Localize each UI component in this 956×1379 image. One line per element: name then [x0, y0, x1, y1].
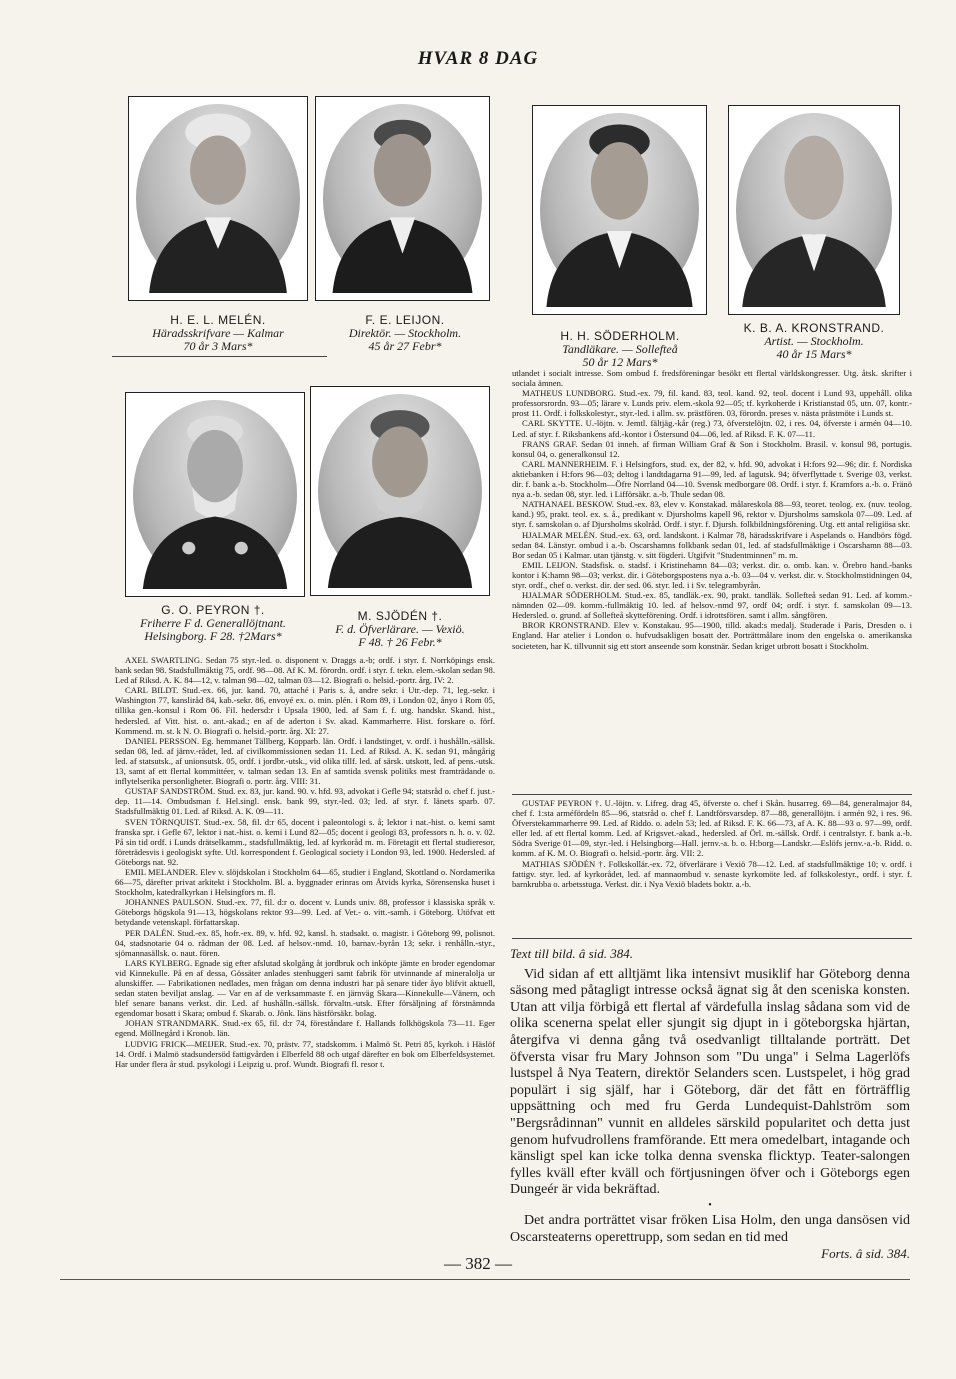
- caption-leijon: [305, 314, 505, 353]
- portrait-name: G. O. PEYRON †.: [161, 603, 265, 617]
- portrait-name: F. E. LEIJON.: [365, 313, 445, 327]
- biography-entry: SVEN TÖRNQUIST. Stud.-ex. 58, fil. d:r 65, docent i paleontologi s. å; lektor i nat.-hist. o. kemi samt franska spr. i Gefle 67, lektor i nat.-hist. o. kemi i Lund 82—05; docent i geologi 83, professors n. h. o. v. 02. På sin tid ordf. i Lunds drätselkamm., stadsfullmäktig, led. af kyrkoråd m. m. Företagit ett flertal studieresor, företrädesvis i geologiskt syfte. Utl. korrespondent f. Geological society i London 93, led. 1900. Hedersled. af Göteborgs nat. 92.: [115, 816, 495, 867]
- footer-rule: [60, 1279, 910, 1280]
- text-section-title: Text till bild. â sid. 384.: [510, 946, 634, 961]
- biography-column-obituaries: [512, 798, 912, 926]
- biography-entry: CARL MANNERHEIM. F. i Helsingfors, stud. ex, der 82, v. hfd. 90, advokat i H:fors 92—96; dir. f. Nordiska aktiebanken i H:fors 96—03; deltog i landtdagarna 91—99, led. af lagutsk. 94; öfverflyttade t. Sverige 03, verkst. dir. f. bank a.-b. Stockholm—Öfre Norrland 04—10. Svensk medborgare 08. Ordf. i styr. f. Kramfors a.-b. o. Fränö nya a.-b. sedan 08, styr. led. i Lifförsäkr. a.-b. Thule sedan 08.: [512, 458, 912, 500]
- portrait-photo: [540, 113, 699, 307]
- caption-peyron: [108, 604, 318, 643]
- portrait-age: 45 år 27 Febr*: [368, 339, 442, 353]
- biography-entry: FRANS GRAF. Sedan 01 inneh. af firman William Graf & Son i Stockholm. Brasil. v. konsul 98, portugis. konsul 04, o. generalkonsul 12.: [512, 438, 912, 459]
- biography-entry: AXEL SWARTLING. Sedan 75 styr.-led. o. disponent v. Draggs a.-b; ordf. i styr. f. Norrköpings ensk. bank sedan 98. Stadsfullmäktig 75, ordf. 98—08. Af K. M. förordn. ordf. i styr. f. tekn. elem.-skolan sedan 98. Led af Riksd. A. K. 84—12, v. talman 98—02, talman 03—12. Biografi o. helsid.-portr. årg. IV: 2.: [115, 655, 495, 686]
- biography-entry: LUDVIG FRICK—MEIJER. Stud.-ex. 70, prästv. 77, stadskomm. i Malmö St. Petri 85, kyrkoh. i Häslöf 14. Ordf. i Malmö stadsundersöd fattigvården i Elberfeld 88 och utgaf därefter en bok om Elberfeldsystemet. Har under flera år stud. psykologi i Leipzig u. prof. Wundt. Biografi fl. resor t.: [115, 1038, 495, 1069]
- portrait-photo: [133, 400, 297, 589]
- portrait-title: Direktör. — Stockholm.: [348, 326, 462, 340]
- portrait-leijon: [315, 96, 490, 301]
- biography-entry: HJALMAR MELÉN. Stud.-ex. 63, ord. landskont. i Kalmar 78, häradsskrifvare i Aspelands o. Handbörs fögd. sedan 84. Länstyr. ombud i a.-b. Oscarshamns folkbank sedan 01, led. af stadsfullmäktige i Oscarshamn 88—03. Bor sedan 05 i Kalmar. utan tjänstg. v. sitt fögderi. Utgifvit "Studentminnen" m. m.: [512, 529, 912, 560]
- biography-entry: GUSTAF PEYRON †. U.-löjtn. v. Lifreg. drag 45, öfverste o. chef i Skån. husarreg. 69—84, generalmajor 84, chef f. 1:sta arméfördeln 85—96, statsråd o. chef f. Landtförsvarsdep. 87—88, generallöjtn. i armén 92, i res. 96. Öfverstekammarherre 99. Led. af Riddo. o. adeln 53; led. af Riksd. F. K. 66—73, af A. K. 88—93 o. 97—99, ordf. eller led. af ett flertal komm. Led. af Krigsvet.-akad., hedersled. af Örl. m.-sällsk. Ordf. i centralstyr. f. bank a.-b. Södra Sverige 01—09, styr.-led. i Helsingborg—Hall. jernv.-a. b. o. H:borg—Landskr.—Eslöfs jernv.-a.-b. Ridd. o. komm. af K. M. O. Biografi o. helsid.-portr. årg. VII: 2.: [512, 798, 912, 859]
- biography-entry: MATHEUS LUNDBORG. Stud.-ex. 79, fil. kand. 83, teol. kand. 92, teol. docent i Lund 93, uppehåll. olika professorsrordn. 93—05; lärare v. Lunds priv. elem.-skola 92—05; tf. kyrkoherde i Kristianstad 05, utn. 07, kontr.-prost 11. Ordf. i folkskolestyr., styr.-led. i allm. sv. prästfören. 03, förordn. preses v. nästa prästmöte i Lunds st.: [512, 388, 912, 419]
- portrait-title: Häradsskrifvare — Kalmar: [152, 326, 284, 340]
- page-number: — 382 —: [444, 1254, 512, 1273]
- portrait-age: F 48. † 26 Febr.*: [358, 635, 442, 649]
- portrait-title: Tandläkare. — Sollefteå: [562, 342, 678, 356]
- biography-entry: CARL BILDT. Stud.-ex. 66, jur. kand. 70, attaché i Paris s. å, andre sekr. i Utr.-dep. 71, leg.-sekr. i Washington 77, kansliråd 84, kab.-sekr. 86, envoyé ex. o. min. plén. i Rom 89, i London 02, ånyo i Rom 05, tillika gen.-konsul i Rom 06. Fil. hedersd:r i Upsala 1900, led. af Sam f. f. utg. handskr. Skand. hist., hedersled. af Vitt. hist. o. ant.-akad.; en af de aderton i Sv. akad. Kammarherre. Hist. forskare o. förf. Kommend. m. st. k N. O. Biografi o. helsid.-portr. årg. XI: 27.: [115, 685, 495, 736]
- caption-rule: [112, 356, 327, 357]
- portrait-age: 50 år 12 Mars*: [582, 355, 658, 369]
- biography-entry: utlandet i socialt intresse. Som ombud f. fredsföreningar besökt ett flertal världskongresser. Utg. åtsk. skrifter i sociala ämnen.: [512, 368, 912, 389]
- biography-entry: LARS KYLBERG. Egnade sig efter afslutad skolgång åt jordbruk och inköpte jämte en broder egendomar vid Kinnekulle. På en af dessa, Gössäter anlades stenhuggeri samt fabrik för utvinnande af mineralolja ur alunskiffer. — Fabrikationen nedlades, men frågan om denna industri har på senare tider åyo blifvit aktuell, sedan staten beviljat anslag. — Var en af de verksammaste f. en järnväg Skara—Kinnekulle—Vänern, och blef senare banans verkst. dir. Led. af hushålln.-sällsk. förvaltn.-utsk. Efter försäljning af förstnämnda egendomar bosatt i Skara; ombud f. Skarab. o. Jönk. läns hästförsäkr. bolag.: [115, 957, 495, 1019]
- biography-column-left: [115, 655, 495, 1243]
- portrait-age: 40 år 15 Mars*: [776, 347, 852, 361]
- text-section: [510, 946, 910, 1262]
- biography-entry: EMIL LEIJON. Stadsfisk. o. stadsf. i Kristinehamn 84—03; verkst. dir. o. omb. kan. v. Örebro hand.-banks kontor i K:hamn 98—03; verkst. dir. i Göteborgspostens nya a.-b. 03—04 v. verkst. dir. v. Stockholmstidningen 04, styr. ordf., chef o. verkst. dir. der sed. 06. styr. led. i i Sv. telegrambyrån.: [512, 559, 912, 590]
- biography-entry: BROR KRONSTRAND. Elev v. Konstakau. 95—1900, tilld. akad:s medalj. Studerade i Paris, Dresden o. i England. Har atelier i London o. hufvudsakligen bosatt der. Porträttmålare inom den engelska o. amerikanska societeten, har K. tillvunnit sig ett stort anseende som konstnär. Sedan kriget utbrott bosatt i Stockholm.: [512, 620, 912, 651]
- biography-entry: JOHAN STRANDMARK. Stud.-ex 65, fil. d:r 74, föreståndare f. Hallands folkhögskola 73—11. Eger egend. Möllnegård i Kronob. län.: [115, 1018, 495, 1039]
- biography-entry: NATHANAEL BESKOW. Stud.-ex. 83, elev v. Konstakad. målareskola 88—93, teoret. teolog. ex. (nuv. teolog. kand.) 95, prakt. teol. ex. s. å., predikant v. Djursholms kapell 96, rektor v. Djursholms samskola 07—09. Led. af styr. f. samskolan o. af Djursholms skolråd. Ordf. i styr. f. Djursh. folkbildningsförening. Utg. ett antal religiösa skr.: [512, 499, 912, 530]
- section-rule: [512, 938, 912, 939]
- biography-entry: GUSTAF SANDSTRÖM. Stud. ex. 83, jur. kand. 90. v. hfd. 93, advokat i Gefle 94; statsråd o. chef f. just.-dep. 11—14. Ombudsman f. Hel.singl. ensk. bank 99, styr.-led. 03; led. af styr. f. länets sparb. 07. Stadsfullmäktig 01. Led. af Riksd. A. K. 09—11.: [115, 786, 495, 817]
- caption-sjoden: [305, 610, 495, 649]
- caption-kronstrand: [712, 322, 916, 361]
- biography-entry: CARL SKYTTE. U.-löjtn. v. Jemtl. fältjäg.-kår (reg.) 73, öfverstelöjtn. 02, i res. 04, öfverste i armén 04—10. Led. af styr. f. Riksbankens afd.-kontor i Östersund 04—06, led. af Riksd. F. K. 07—11.: [512, 418, 912, 439]
- portrait-melen: [128, 96, 308, 301]
- portrait-title: F. d. Öfverlärare. — Vexiö.: [335, 622, 465, 636]
- portrait-photo: [323, 104, 482, 293]
- biography-entry: EMIL MELANDER. Elev v. slöjdskolan i Stockholm 64—65, studier i England, Skottland o. Nordamerika 66—75, därefter privat arkitekt i Stockholm. Bl. a. byggnader erinras om Åtvids kyrka, Sörensenska huset i Stockholm, katedralkyrkan i Helsingfors m. fl.: [115, 866, 495, 898]
- portrait-name: H. H. SÖDERHOLM.: [560, 329, 680, 343]
- text-paragraph: Vid sidan af ett alltjämt lika intensivt musiklif har Göteborg denna säsong med påtagligt intresse också ägnat sig åt den sceniska konsten. Utan att vilja förbigå ett flertal af värdefulla inslag sådana som vid de olika scenerna spelat eller sjungit sig djupt in i göteborgska hjärtan, återgifva vi denna gång två osedvanligt tilltalande porträtt. Det öfversta visar fru Mary Johnson som "Du unga" i Selma Lagerlöfs lustspel å Nya Teatern, direktör Selanders scen. Lustspelet, i hög grad populärt i sig själf, har i Göteborg, där det fått en förträfflig uppsättning och med fru Gerda Lundequist-Dahlström som "Bergsrådinnan" vunnit en alldeles särskild popularitet och detta just genom hufvudrollens framförande. Ett mera omedelbart, intagande och känsligt spel kan icke tolka denna svenska flicktyp. Teater-salongen fylles kväll efter kväll och förtjusningen öfver och i Göteborgs egen Dungeér är vida bekräftad.: [510, 966, 910, 1198]
- section-rule: [512, 794, 912, 795]
- portrait-photo: [318, 394, 482, 588]
- portrait-name: M. SJÖDÉN †.: [357, 609, 443, 623]
- masthead-title: HVAR 8 DAG: [417, 48, 539, 69]
- portrait-name: H. E. L. MELÉN.: [170, 313, 266, 327]
- biography-entry: JOHANNES PAULSON. Stud.-ex. 77, fil. d:r o. docent v. Lunds univ. 88, professor i klassiska språk v. Göteborgs högskola 91—13, högskolans rektor 93—99. Led. af Vet.- o. vitt.-samh. i Göteborg. Utöfvat ett betydande vetenskapl. författarskap.: [115, 897, 495, 928]
- portrait-title: Friherre F d. Generallöjtnant.: [140, 616, 286, 630]
- caption-melen: [115, 314, 321, 353]
- biography-entry: HJALMAR SÖDERHOLM. Stud.-ex. 85, tandläk.-ex. 90, prakt. tandläk. Sollefteå sedan 91. Led. af komm.-nämnden 02—09. komm.-fullmäktig 10. led. af helsov.-nmd 97, ordf 04; ordf. i styr. f. samskolan 09—13. Hedersled. o. grund. af Sollefteå skytteförening. Ordf. i idrottsfören. samt i allm. sångfören.: [512, 590, 912, 621]
- biography-entry: DANIEL PERSSON. Eg. hemmanet Tällberg, Kopparb. län. Ordf. i landstinget, v. ordf. i hushålln.-sällsk. sedan 08, led. af järnv.-rådet, led. af civilkommissionen sedan 11. Led. af Riksd. A. K. sedan 91, mångårig led. af statsutsk., af unionsutsk. 05, ordf. i jordbr.-utsk., vid olika tillf. led. af särsk. utskott, led. af pens.-utsk. 13, samt af ett flertal kommittéer, v. talman sedan 13. En af samtida svensk politiks mest framträdande o. inflytelserika personligheter. Biografi o. portr. årg. VIII: 31.: [115, 735, 495, 787]
- portrait-photo: [136, 104, 300, 293]
- portrait-age: Helsingborg. F 28. †2Mars*: [144, 629, 282, 643]
- portrait-title: Artist. — Stockholm.: [764, 334, 864, 348]
- portrait-sjoden: [310, 386, 490, 596]
- portrait-photo: [736, 113, 892, 307]
- caption-soderholm: [520, 330, 720, 369]
- portrait-age: 70 år 3 Mars*: [183, 339, 253, 353]
- portrait-peyron: [125, 392, 305, 597]
- continuation-note: Forts. â sid. 384.: [821, 1246, 910, 1262]
- biography-entry: PER DALÉN. Stud.-ex. 85, hofr.-ex. 89, v. hfd. 92, kansl. h. stadsakt. o. magistr. i Göteborg 99, polisnot. 04, stadsnotarie 04 o. rådman der 08. Led. af helsov.-nmd. 10, barnav.-byrån 13; sekr. i renhålln.-styr., sjömannasällsk. o. naut. fören.: [115, 927, 495, 958]
- separator-bullet: •: [708, 1199, 712, 1211]
- portrait-kronstrand: [728, 105, 900, 315]
- text-paragraph: Det andra porträttet visar fröken Lisa Holm, den unga dansösen vid Oscarsteaterns operettrupp, som sedan en tid med: [510, 1212, 910, 1245]
- portrait-name: K. B. A. KRONSTRAND.: [743, 321, 885, 335]
- portrait-soderholm: [532, 105, 707, 315]
- biography-entry: MATHIAS SJÖDÉN †. Folkskollär.-ex. 72, öfverlärare i Vexiö 78—12. Led. af stadsfullmäktige 10; v. ordf. i fattigv. styr. led. af kyrkorådet, led. af mannaombud v. senaste kyrkomöte led. af folkskolestyr., ordf. i styr. f. barnkrubba o. arbetsstuga. Verkst. dir. i Nya Vexiö bladets boktr. a.-b.: [512, 858, 912, 889]
- biography-column-right: [512, 368, 912, 788]
